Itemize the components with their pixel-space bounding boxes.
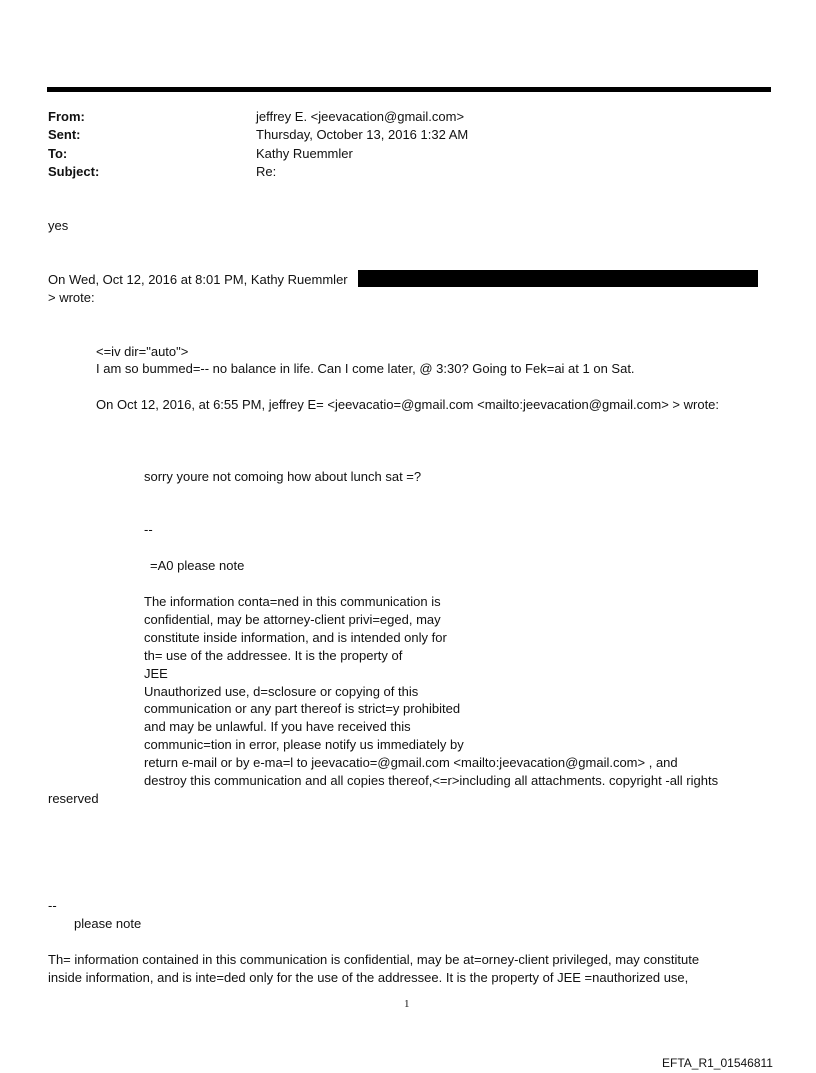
disclaimer-line: and may be unlawful. If you have received this <box>144 719 411 735</box>
quote1-header: On Wed, Oct 12, 2016 at 8:01 PM, Kathy Ruemmler <box>48 272 348 287</box>
sent-label: Sent: <box>48 127 81 142</box>
disclaimer-line: confidential, may be attorney-client privi=eged, may <box>144 611 441 627</box>
jeffrey-message: sorry youre not comoing how about lunch sat =? <box>144 469 422 484</box>
disclaimer-line: return e-mail or by e-ma=l to jeevacatio=@gmail.com <mailto:jeevacation@gmail.com> , and <box>144 755 678 771</box>
quote1-wrote: > wrote: <box>48 290 95 305</box>
outer-disclaimer-line: Th= information contained in this communication is confidential, may be at=orney-client privileged, may constitute <box>48 952 700 967</box>
signature-dashes: -- <box>144 522 153 537</box>
from-value: jeffrey E. <jeevacation@gmail.com> <box>256 109 465 124</box>
kathy-message: I am so bummed=-- no balance in life. Can I come later, @ 3:30? Going to Fek=ai at 1 on Sat. <box>96 361 635 376</box>
page-number: 1 <box>404 998 410 1010</box>
quote2-header: On Oct 12, 2016, at 6:55 PM, jeffrey E= <jeevacatio=@gmail.com <mailto:jeevacation@gmail.com> > wrote: <box>96 397 720 412</box>
subject-value: Re: <box>256 164 277 179</box>
html-fragment: <=iv dir="auto"> <box>96 344 189 359</box>
reserved-text: reserved <box>48 791 99 806</box>
disclaimer-line: th= use of the addressee. It is the property of <box>144 647 403 663</box>
disclaimer-line: JEE <box>144 665 168 681</box>
to-value: Kathy Ruemmler <box>256 146 353 161</box>
outer-disclaimer-line: inside information, and is inte=ded only for the use of the addressee. It is the property of JEE =nauthorized use, <box>48 970 689 985</box>
redaction-bar <box>358 270 758 287</box>
from-label: From: <box>48 109 85 124</box>
disclaimer-line: The information conta=ned in this communication is <box>144 594 441 609</box>
to-label: To: <box>48 146 68 161</box>
disclaimer-line: communication or any part thereof is strict=y prohibited <box>144 701 461 717</box>
disclaimer-line: communic=tion in error, please notify us immediately by <box>144 737 464 753</box>
sent-value: Thursday, October 13, 2016 1:32 AM <box>256 127 469 142</box>
document-id: EFTA_R1_01546811 <box>662 1056 773 1070</box>
inner-disclaimer <box>144 593 718 790</box>
header-divider <box>47 87 771 92</box>
outer-signature-note: please note <box>74 916 142 931</box>
disclaimer-line: Unauthorized use, d=sclosure or copying of this <box>144 683 419 699</box>
outer-signature-dashes: -- <box>48 898 57 913</box>
signature-note: =A0 please note <box>150 558 245 573</box>
subject-label: Subject: <box>48 164 100 179</box>
disclaimer-line: constitute inside information, and is intended only for <box>144 629 447 645</box>
reply-text: yes <box>48 218 69 233</box>
disclaimer-line: destroy this communication and all copies thereof,<=r>including all attachments. copyright -all rights <box>144 773 719 789</box>
